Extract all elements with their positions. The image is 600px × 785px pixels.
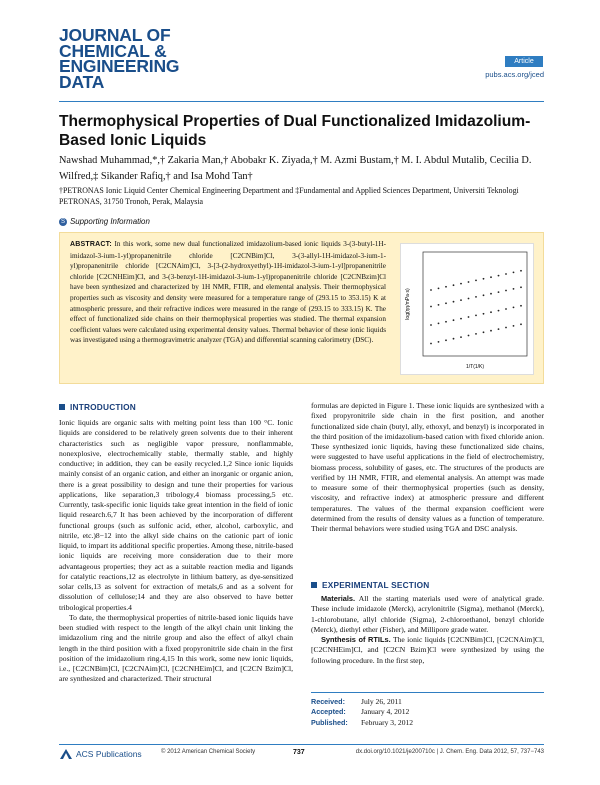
accepted-date: January 4, 2012	[361, 707, 410, 717]
abstract-label: ABSTRACT:	[70, 241, 112, 248]
toc-point	[430, 343, 432, 345]
toc-point	[490, 276, 492, 278]
publisher-name: ACS Publications	[76, 749, 142, 759]
plot-frame	[423, 252, 527, 356]
toc-point	[430, 324, 432, 326]
toc-point	[513, 288, 515, 290]
toc-point	[475, 315, 477, 317]
toc-point	[520, 286, 522, 288]
toc-point	[505, 273, 507, 275]
materials-text: All the starting materials used were of analytical grade. These include imidazole (Merck), acrylonitrile (Sigma), methanol (Merck), 1-chlorobutane, allyl chloride (Sigma), 2-chloroethanol, benzyl chloride (Merck), diethyl ether (Fisher), and Millipore grade water.	[311, 594, 544, 634]
toc-point	[475, 333, 477, 335]
toc-point	[430, 306, 432, 308]
toc-point	[438, 304, 440, 306]
toc-graphic	[400, 243, 534, 375]
acs-publications-logo[interactable]	[59, 748, 142, 760]
published-date: February 3, 2012	[361, 717, 414, 727]
copyright: © 2012 American Chemical Society	[161, 749, 256, 755]
page-number: 737	[293, 749, 305, 756]
abstract-box	[59, 232, 544, 384]
published-label: Published:	[311, 717, 348, 727]
journal-line-4: DATA	[59, 71, 105, 92]
page-footer	[59, 744, 544, 758]
experimental-heading	[311, 580, 429, 590]
toc-point	[468, 335, 470, 337]
toc-point	[483, 313, 485, 315]
toc-point	[498, 275, 500, 277]
toc-point	[475, 296, 477, 298]
received-row	[311, 697, 544, 707]
supporting-information-link[interactable]	[59, 217, 150, 226]
section-marker-icon	[59, 404, 65, 410]
toc-point	[445, 302, 447, 304]
toc-point	[460, 318, 462, 320]
section-marker-icon	[311, 582, 317, 588]
toc-point	[445, 286, 447, 288]
paper-title: Thermophysical Properties of Dual Functionalized Imidazolium-Based Ionic Liquids	[59, 113, 531, 149]
intro-heading	[59, 402, 136, 412]
synthesis-label: Synthesis of RTILs.	[321, 635, 391, 644]
materials-label: Materials.	[321, 594, 356, 603]
toc-point	[475, 280, 477, 282]
intro-paragraph-3: formulas are depicted in Figure 1. These ionic liquids are synthesized with a fixed propyronitrile side chain in the first position, and another functionalized side chain (butyl, ally, ethoxyl, and benzyl) is incorporated in the third position of the imidazolium-based cation with fixed chloride anion. These synthesized ionic liquids, having these functionalized side chains, were suggested to have useful applications in the field of electrochemistry, biomass process, solubility of gases, etc. The structures of the products are verified by 1H NMR, FTIR, and elemental analysis. An attempt was made to measure some of their thermophysical properties (such as density, viscosity, and refractive index) at atmospheric pressure and different temperatures. The values of the thermal expansion coefficient were determined from the results of density values as a function of temperature. Their thermal behaviors were studied using TGA and DSC analysis.	[311, 401, 544, 533]
toc-xlabel: 1/T(1/K)	[465, 364, 485, 370]
toc-point	[438, 288, 440, 290]
toc-point	[490, 330, 492, 332]
left-column	[59, 418, 293, 685]
toc-point	[460, 299, 462, 301]
toc-point	[468, 281, 470, 283]
toc-point	[468, 316, 470, 318]
journal-line-1: JOURNAL OF	[59, 25, 171, 45]
toc-point	[453, 338, 455, 340]
header-divider	[59, 101, 544, 102]
toc-point	[460, 336, 462, 338]
publication-dates	[311, 692, 544, 728]
toc-point	[505, 308, 507, 310]
journal-url-link[interactable]: pubs.acs.org/jced	[485, 70, 544, 79]
author-list: Nawshad Muhammad,*,† Zakaria Man,† Abobakr K. Ziyada,† M. Azmi Bustam,† M. I. Abdul Mutalib, Cecilia D. Wilfred,‡ Sikander Rafiq,† and Isa Mohd Tan†	[59, 155, 532, 182]
toc-point	[483, 331, 485, 333]
toc-point	[453, 301, 455, 303]
toc-point	[498, 291, 500, 293]
toc-point	[505, 327, 507, 329]
toc-point	[498, 310, 500, 312]
toc-point	[453, 284, 455, 286]
journal-line-2: CHEMICAL &	[59, 40, 167, 61]
toc-point	[445, 321, 447, 323]
published-row	[311, 718, 544, 728]
intro-paragraph-2: To date, the thermophysical properties of nitrile-based ionic liquids have been studied with respect to the length of the alkyl chain unit linking the imidazolium ring and the nitrile group and also the effect of alkyl chain length in the third position with a fixed propyronitrile side chain in the first position of the imidazolium ring.4,15 In this work, some new ionic liquids, i.e., [C2CNBim]Cl, [C2CNAim]Cl, [C2CNHEim]Cl, and [C2CN Bzim]Cl, are synthesized and characterized. Their structural	[59, 612, 293, 684]
toc-point	[513, 272, 515, 274]
abstract-body: In this work, some new dual functionalized imidazolium-based ionic liquids 3-(3-butyl-1H-imidazol-3-ium-1-yl)propanenitrile chloride [C2CNBim]Cl, 3-(3-allyl-1H-imidazol-3-ium-1-yl)propanenitrile chloride [C2CNAim]Cl, 3-[3-(2-hydroxyethyl)-1H-imidazol-3-ium-1-yl]propanenitrile chloride [C2CNHEim]Cl, and 3-(3-benzyl-1H-imidazol-3-ium-1-yl)propanenitrile chloride [C2CNBzim]Cl have been synthesized and characterized by 1H NMR, FTIR, and elemental analysis. Their thermophysical properties such as viscosity and density were measured for a temperature range of (293.15 to 353.15) K at atmospheric pressure, and their refractive indices were measured in the range of (293.15 to 333.15) K. The effect of functionalized side chains on their thermophysical properties was studied. The thermal expansion coefficient values were calculated using experimental density values. Thermal behavior of these ionic liquids was investigated using a thermogravimetric analyzer (TGA) and differential scanning calorimetry (DSC).	[70, 240, 386, 345]
toc-point	[505, 290, 507, 292]
accepted-label: Accepted:	[311, 707, 346, 717]
synthesis-text: The ionic liquids [C2CNBim]Cl, [C2CNAim]Cl, [C2CNHEim]Cl, and [C2CN Bzim]Cl were synthesized by using the following procedure. In the first step,	[311, 635, 544, 665]
toc-point	[520, 323, 522, 325]
supporting-info-label: Supporting Information	[70, 217, 150, 226]
toc-point	[520, 305, 522, 307]
affiliation: †PETRONAS Ionic Liquid Center Chemical Engineering Department and ‡Fundamental and Applied Sciences Department, Universiti Teknologi PETRONAS, 31750 Tronoh, Perak, Malaysia	[59, 186, 519, 206]
intro-heading-label: INTRODUCTION	[70, 402, 137, 412]
right-column-bottom	[311, 594, 544, 666]
received-date: July 26, 2011	[361, 697, 402, 706]
toc-point	[513, 307, 515, 309]
article-type-badge: Article	[505, 56, 543, 67]
toc-point	[483, 278, 485, 280]
toc-point	[438, 323, 440, 325]
right-column-top	[311, 401, 544, 534]
received-label: Received:	[311, 697, 345, 706]
toc-plot	[401, 244, 535, 376]
toc-point	[468, 298, 470, 300]
journal-logo	[59, 25, 269, 92]
toc-point	[520, 270, 522, 272]
toc-point	[490, 311, 492, 313]
toc-point	[490, 293, 492, 295]
experimental-heading-label: EXPERIMENTAL SECTION	[322, 580, 430, 590]
acs-logo-icon	[59, 748, 73, 760]
toc-point	[513, 325, 515, 327]
accepted-row	[311, 707, 544, 717]
toc-series-group	[430, 270, 522, 345]
toc-point	[460, 283, 462, 285]
toc-point	[445, 339, 447, 341]
toc-point	[430, 289, 432, 291]
abstract-text	[70, 239, 386, 346]
toc-point	[453, 319, 455, 321]
toc-point	[438, 341, 440, 343]
doi-link[interactable]: dx.doi.org/10.1021/je200710c | J. Chem. Eng. Data 2012, 57, 737−743	[355, 749, 544, 755]
toc-point	[498, 328, 500, 330]
intro-paragraph-1: Ionic liquids are organic salts with melting point less than 100 °C. Ionic liquids are considered to be relatively green solvents due to their inherent characteristics such as negligible vapor pressure, nonflammable, nonexplosive, electrochemically stable, thermally stable, and highly conductive; in addition, they can be easily recycled.1,2 Since ionic liquids mainly consist of an organic cation, and either an inorganic or organic anion, there is a great possibility to design and tune their properties for various applications, like separation,3 tribology,4 biomass processing,5 etc. Currently, task-specific ionic liquids take great intention in the field of ionic liquid research.6,7 It has been achieved by the incorporation of different functional groups (such as sulfonic acid, ether, alcohol, carboxylic, and nitrile, etc.)8−12 into the alkyl side chains on the cationic part of ionic liquid, to impart its additional specific properties. Among these, nitrile-based ionic liquids are receiving more consideration due to their more advantageous properties; they act as a suitable reaction media and ligands for catalytic reactions,12 as electrolyte in lithium battery, as dye-sensitized solar cells,13 as solvent for extraction of metals,6 and as a solvent for dissolution of cellulose;14 and they are also observed to have better tribological properties.4	[59, 418, 293, 612]
supporting-info-icon: S	[60, 218, 65, 225]
toc-point	[483, 294, 485, 296]
synthesis-paragraph	[311, 635, 544, 666]
journal-line-3: ENGINEERING	[59, 56, 180, 76]
toc-ylabel: log(ηη/mPa·s)	[405, 288, 411, 320]
materials-paragraph	[311, 594, 544, 635]
